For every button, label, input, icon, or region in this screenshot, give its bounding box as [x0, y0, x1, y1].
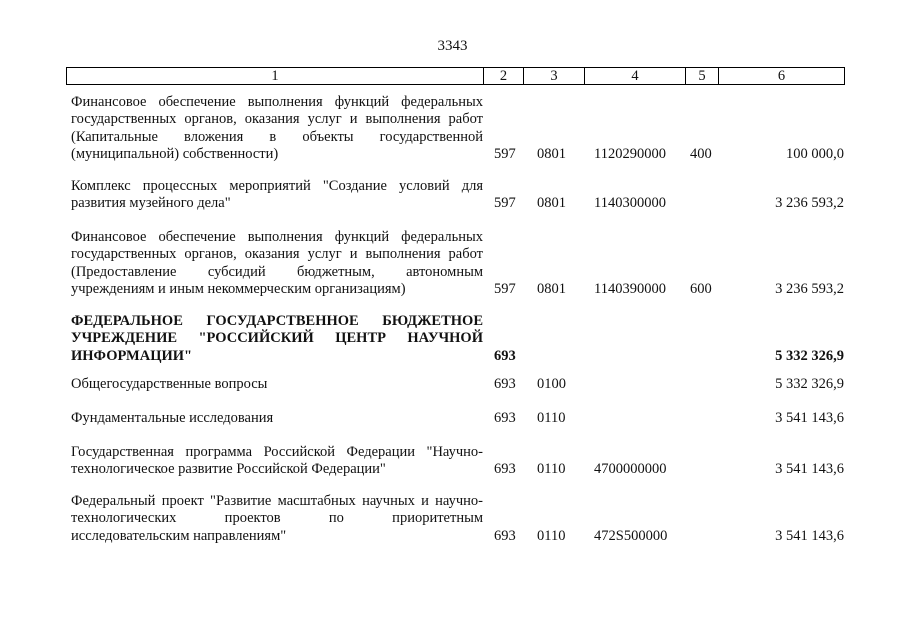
description-line: УЧРЕЖДЕНИЕ "РОССИЙСКИЙ ЦЕНТР НАУЧНОЙ [71, 330, 483, 347]
cell-expense-type: 600 [690, 281, 712, 297]
table-header [66, 67, 845, 85]
description-line: Государственная программа Российской Федерации "Научно- [71, 444, 483, 460]
cell-amount: 5 332 326,9 [775, 376, 844, 392]
cell-ministry-code: 693 [494, 461, 516, 477]
description-line: (Капитальные вложения в объекты государственной [71, 128, 483, 145]
cell-section-code: 0110 [537, 461, 566, 477]
cell-section-code: 0110 [537, 528, 566, 544]
cell-section-code: 0801 [537, 195, 566, 211]
cell-ministry-code: 693 [494, 410, 516, 426]
header-col-4: 4 [631, 68, 639, 84]
description-line: Федеральный проект "Развитие масштабных научных и научно- [71, 493, 483, 509]
page-number: 3343 [437, 38, 468, 54]
cell-target-article: 1140390000 [594, 281, 666, 297]
row-description [71, 229, 483, 299]
description-line: учреждениям и иным некоммерческим организациям) [71, 281, 406, 298]
row-description [71, 493, 483, 545]
cell-target-article: 472S500000 [594, 528, 668, 544]
row-description [71, 313, 483, 365]
cell-amount: 5 332 326,9 [775, 348, 844, 364]
description-line: развития музейного дела" [71, 195, 231, 212]
description-line: Фундаментальные исследования [71, 410, 274, 426]
cell-section-code: 0110 [537, 410, 566, 426]
description-line: Общегосударственные вопросы [71, 376, 268, 392]
cell-amount: 3 236 593,2 [775, 195, 844, 211]
cell-ministry-code: 597 [494, 146, 516, 162]
cell-ministry-code: 693 [494, 528, 516, 544]
row-description [71, 178, 483, 213]
row-description [71, 94, 483, 164]
row-description [71, 410, 483, 427]
description-line: технологическое развитие Российской Федерации" [71, 461, 386, 478]
cell-section-code: 0801 [537, 146, 566, 162]
cell-section-code: 0100 [537, 376, 566, 392]
description-line: государственных органов, оказания услуг и выполнения работ [71, 246, 483, 263]
cell-target-article: 1140300000 [594, 195, 666, 211]
description-line: (муниципальной) собственности) [71, 146, 279, 163]
description-line: исследовательским направлениям" [71, 527, 287, 544]
header-col-1: 1 [271, 68, 279, 84]
cell-ministry-code: 597 [494, 281, 516, 297]
header-col-2: 2 [499, 68, 508, 84]
cell-ministry-code: 693 [494, 376, 516, 392]
cell-amount: 3 541 143,6 [775, 461, 844, 477]
cell-ministry-code: 597 [494, 195, 516, 211]
row-description [71, 444, 483, 479]
cell-ministry-code: 693 [494, 348, 516, 364]
description-line: Финансовое обеспечение выполнения функций федеральных [71, 94, 483, 110]
cell-amount: 3 541 143,6 [775, 410, 844, 426]
description-line: государственных органов, оказания услуг и выполнения работ [71, 111, 483, 128]
description-line: Финансовое обеспечение выполнения функций федеральных [71, 229, 483, 245]
description-line: ФЕДЕРАЛЬНОЕ ГОСУДАРСТВЕННОЕ БЮДЖЕТНОЕ [71, 313, 483, 329]
cell-amount: 3 236 593,2 [775, 281, 844, 297]
cell-amount: 3 541 143,6 [775, 528, 844, 544]
header-col-3: 3 [550, 68, 558, 84]
cell-target-article: 4700000000 [594, 461, 667, 477]
description-line: (Предоставление субсидий бюджетным, автономным [71, 263, 483, 280]
row-description [71, 376, 483, 393]
header-col-5: 5 [698, 68, 706, 84]
header-col-6: 6 [777, 68, 786, 84]
description-line: Комплекс процессных мероприятий "Создание условий для [71, 178, 483, 194]
description-line: технологических проектов по приоритетным [71, 510, 483, 527]
cell-expense-type: 400 [690, 146, 712, 162]
cell-amount: 100 000,0 [786, 146, 844, 162]
description-line: ИНФОРМАЦИИ" [71, 347, 193, 364]
cell-section-code: 0801 [537, 281, 566, 297]
cell-target-article: 1120290000 [594, 146, 666, 162]
